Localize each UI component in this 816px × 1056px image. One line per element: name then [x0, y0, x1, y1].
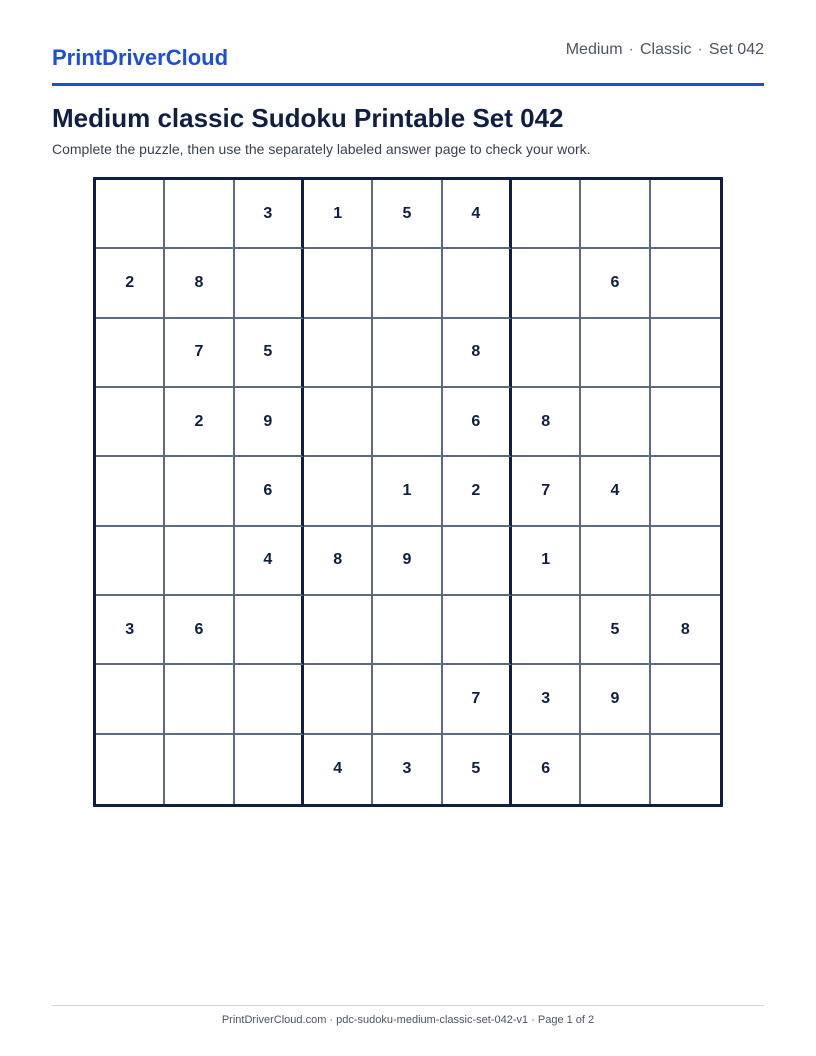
sudoku-cell: [96, 388, 165, 457]
sudoku-cell: [96, 735, 165, 804]
sudoku-cell: 8: [651, 596, 720, 665]
sudoku-cell: 5: [443, 735, 512, 804]
sudoku-cell: [651, 665, 720, 734]
sudoku-cell: [235, 249, 304, 318]
sudoku-cell: 4: [581, 457, 650, 526]
sudoku-cell: 8: [443, 319, 512, 388]
sudoku-cell: [165, 665, 234, 734]
sudoku-cell: [165, 457, 234, 526]
sudoku-cell: [96, 527, 165, 596]
sudoku-cell: 5: [581, 596, 650, 665]
sudoku-cell: [651, 319, 720, 388]
style-label: Classic: [639, 41, 692, 58]
sudoku-cell: [373, 249, 442, 318]
sudoku-cell: [304, 596, 373, 665]
sudoku-cell: 5: [373, 180, 442, 249]
sudoku-cell: [443, 596, 512, 665]
sudoku-cell: 8: [165, 249, 234, 318]
sudoku-cell: [512, 596, 581, 665]
sudoku-cell: [165, 180, 234, 249]
page-footer: PrintDriverCloud.com · pdc-sudoku-medium-classic-set-042-v1 · Page 1 of 2: [221, 1014, 595, 1026]
sudoku-cell: [96, 180, 165, 249]
sudoku-cell: [651, 735, 720, 804]
sudoku-cell: 3: [512, 665, 581, 734]
sudoku-cell: 1: [304, 180, 373, 249]
sudoku-cell: 3: [373, 735, 442, 804]
sudoku-cell: 6: [581, 249, 650, 318]
meta-separator: ·: [697, 41, 703, 58]
sudoku-cell: [165, 735, 234, 804]
sudoku-cell: 6: [165, 596, 234, 665]
sudoku-cell: [512, 180, 581, 249]
sudoku-cell: [373, 665, 442, 734]
sudoku-cell: [373, 596, 442, 665]
sudoku-cell: 3: [235, 180, 304, 249]
sudoku-cell: [165, 527, 234, 596]
sudoku-cell: [96, 319, 165, 388]
sudoku-cell: 4: [443, 180, 512, 249]
sudoku-cell: 1: [512, 527, 581, 596]
sudoku-cell: 8: [512, 388, 581, 457]
sudoku-cell: [96, 665, 165, 734]
meta-separator: ·: [628, 41, 634, 58]
sudoku-grid: [93, 177, 723, 807]
difficulty-label: Medium: [565, 41, 623, 58]
sudoku-cell: [581, 180, 650, 249]
sudoku-cell: 9: [373, 527, 442, 596]
sudoku-cell: [651, 388, 720, 457]
page-header: [52, 38, 764, 86]
sudoku-cell: [581, 388, 650, 457]
sudoku-cell: 1: [373, 457, 442, 526]
brand-logo[interactable]: PrintDriverCloud: [52, 45, 229, 70]
sudoku-cell: 5: [235, 319, 304, 388]
sudoku-cell: [512, 319, 581, 388]
sudoku-cell: 8: [304, 527, 373, 596]
sudoku-cell: [304, 457, 373, 526]
sudoku-cell: [651, 249, 720, 318]
sudoku-cell: [373, 388, 442, 457]
sudoku-cell: 4: [235, 527, 304, 596]
sudoku-cell: [443, 527, 512, 596]
sudoku-cell: 9: [235, 388, 304, 457]
sudoku-cell: [581, 319, 650, 388]
sudoku-cell: 2: [165, 388, 234, 457]
sudoku-cell: 4: [304, 735, 373, 804]
sudoku-cell: [304, 665, 373, 734]
footer-divider: [52, 1005, 764, 1006]
sudoku-cell: 6: [443, 388, 512, 457]
sudoku-cell: [373, 319, 442, 388]
sudoku-cell: [96, 457, 165, 526]
sudoku-cell: [235, 665, 304, 734]
sudoku-cell: 6: [512, 735, 581, 804]
sudoku-cell: [304, 319, 373, 388]
sudoku-cell: 7: [165, 319, 234, 388]
sudoku-cell: [581, 527, 650, 596]
page-subtitle: Complete the puzzle, then use the separately labeled answer page to check your work.: [52, 141, 591, 157]
sudoku-cell: [235, 735, 304, 804]
sudoku-cell: [304, 388, 373, 457]
sudoku-cell: [651, 527, 720, 596]
puzzle-meta: [566, 41, 764, 59]
sudoku-cell: [235, 596, 304, 665]
sudoku-cell: [651, 457, 720, 526]
sudoku-cell: 3: [96, 596, 165, 665]
page-title: Medium classic Sudoku Printable Set 042: [52, 103, 564, 133]
sudoku-cell: [443, 249, 512, 318]
sudoku-cell: 7: [512, 457, 581, 526]
sudoku-cell: [581, 735, 650, 804]
sudoku-cell: 6: [235, 457, 304, 526]
sudoku-cell: [304, 249, 373, 318]
sudoku-cell: 7: [443, 665, 512, 734]
set-label: Set 042: [708, 41, 764, 58]
sudoku-cell: 2: [443, 457, 512, 526]
sudoku-cell: 9: [581, 665, 650, 734]
sudoku-cell: 2: [96, 249, 165, 318]
sudoku-cell: [651, 180, 720, 249]
sudoku-cell: [512, 249, 581, 318]
